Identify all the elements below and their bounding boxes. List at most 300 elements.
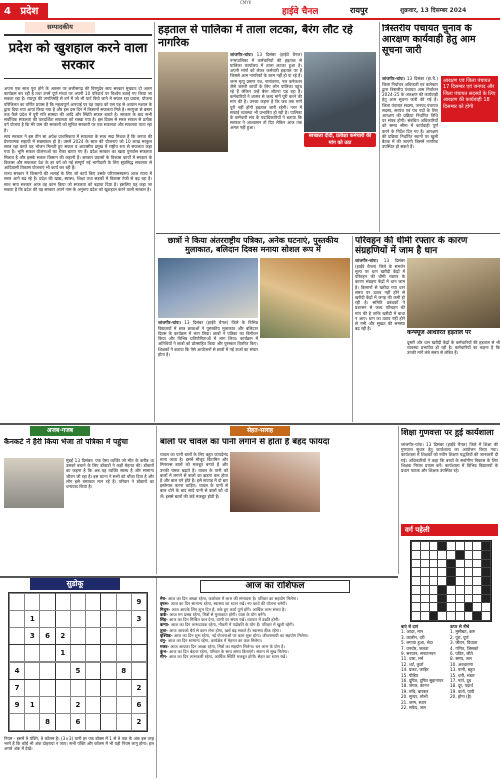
story2-text: 13 दिसंबर (हा.चै.) जिला निर्वाचन अधिकारी एवं कलेक्टर द्वारा त्रिस्तरीय पंचायत आम निर्वाचन 2024-25 के आरक्षण की कार्यवाही हेतु आम सूचना जारी की गई है। जिला पंचायत सदस्य, जनपद पंचायत सदस्य, सरपंच एवं पंच पदों के लिए आरक्षण की प्रक्रिया निर्धारित तिथि पर संपन्न होगी। संबंधित अधिकारियों को समय सीमा में कार्यवाही पूर्ण करने के निर्देश दिए गए हैं। आरक्षण की प्रक्रिया निर्धारित स्थानों पर खुली बैठक में की जाएगी जिसमें नागरिक उपस्थित हो सकते हैं। <box>382 76 438 150</box>
crossword-clue: 1. आदर, मान <box>401 629 424 635</box>
crossword-clue: 12. शर्ट, कुर्ता <box>401 661 424 667</box>
rashi-text: आज का दिन शुभ रहेगा, नई योजनाओं पर काम शुरू होगा। जीवनसाथी का सहयोग मिलेगा। <box>173 633 309 639</box>
sudoku-cell <box>25 663 40 680</box>
sudoku-cell <box>10 594 25 611</box>
oddity-tag: अजब-गजब <box>30 426 90 436</box>
crossword-cell[interactable] <box>429 603 438 612</box>
down-title: ऊपर से नीचे <box>450 624 470 629</box>
story4-text: 13 दिसंबर (हाईवे चैनल) जिले के समर्थन मूल्य पर धान खरीदी केंद्रों में परिवहन की धीमी रफ्तार के कारण संग्रहण केंद्रों में धान जाम है। किसानों से खरीदा गया धान समय पर उठाव नहीं होने से खरीदी केंद्रों में जगह की कमी हो रही है। समिति प्रबंधकों ने प्रशासन से जल्द परिवहन की मांग की है ताकि खरीदी में बाधा न आए। धान का उठाव नहीं होने से नमी और सूखत की समस्या बढ़ रही है। <box>355 258 405 332</box>
rashi-text: आज का दिन बेहतर रहेगा, परिवार के साथ समय बिताएंगे। संतान से सुख मिलेगा। <box>169 648 289 654</box>
column-divider-3 <box>352 236 353 422</box>
sudoku-cell <box>55 697 70 714</box>
sudoku-table <box>9 593 147 731</box>
rashi-sign: मेष- <box>160 596 168 601</box>
sudoku-cell <box>55 680 70 697</box>
section-rule <box>156 233 500 234</box>
crossword-row <box>412 603 491 612</box>
crossword-clue: 2. पूरा, पूर्ण <box>450 634 469 640</box>
crossword-cell[interactable] <box>429 542 438 551</box>
crossword-clue: 19. कर्ता, पापी <box>450 688 475 694</box>
crossword-cell[interactable] <box>455 612 464 621</box>
crossword-clue: 6. पतित, जीते <box>450 651 473 657</box>
sudoku-cell: 3 <box>25 627 40 644</box>
across-list <box>401 629 449 710</box>
crossword-cell[interactable] <box>473 542 482 551</box>
crossword-cell[interactable] <box>412 550 421 559</box>
crossword-cell[interactable] <box>482 559 491 568</box>
column-divider-2 <box>379 22 380 232</box>
oddity-body: मुंबई 13 दिसंबर। एक ऐसा व्यक्ति जो मौत के करीब था उसको बचाने के लिए डॉक्टरों ने कड़ी मेहनत की। डॉक्टरों का कहना है कि अब वह व्यक्ति स्वस्थ है और सामान्य जीवन जी रहा है। इस घटना ने सभी को चौंका दिया है और लोग इसे चमत्कार मान रहे हैं। परिवार ने डॉक्टरों का धन्यवाद किया है। <box>66 458 154 490</box>
story1-body-cont <box>304 150 376 232</box>
sudoku-cell: 8 <box>116 663 131 680</box>
sudoku-cell <box>70 644 85 661</box>
sudoku-cell: 9 <box>131 594 146 611</box>
crossword-cell[interactable] <box>464 550 473 559</box>
row-rule-1 <box>0 423 500 425</box>
crossword-cell[interactable] <box>455 550 464 559</box>
crossword-cell[interactable] <box>464 568 473 577</box>
sudoku-cell <box>55 714 70 731</box>
crossword-cell[interactable] <box>420 568 429 577</box>
crossword-row <box>412 568 491 577</box>
story3-dateline: जांजगीर-चांपा। <box>158 320 181 325</box>
cmyk-mark: CMYK <box>240 0 252 5</box>
crossword-row <box>412 594 491 603</box>
story1-body <box>230 52 302 202</box>
crossword-clue: 1. मुसीबत, कष्ट <box>450 629 475 635</box>
crossword-cell[interactable] <box>420 577 429 586</box>
story3-photo <box>158 258 258 318</box>
crossword-cell[interactable] <box>447 559 456 568</box>
rashi-text: आज आपको धैर्य से काम लेना होगा, खर्च बढ़ सकते हैं। स्वास्थ्य ठीक रहेगा। <box>169 627 281 633</box>
sudoku-cell <box>55 610 70 627</box>
sudoku-cell <box>116 610 131 627</box>
sudoku-cell <box>116 680 131 697</box>
oddity-photo <box>4 458 64 508</box>
sudoku-cell <box>101 594 116 611</box>
sudoku-cell <box>101 644 116 661</box>
sudoku-cell <box>131 627 146 644</box>
sudoku-cell <box>55 663 70 680</box>
crossword-clue: 16. दूषित, दूषित सुहानापन <box>401 678 444 684</box>
sudoku-cell <box>10 627 25 644</box>
crossword-clue: 22. सफ़ेद, जल <box>401 705 426 711</box>
rashi-item <box>160 654 396 659</box>
crossword-clue: 13. पत्नी, बहुत <box>450 667 475 673</box>
sudoku-cell: 4 <box>10 663 25 680</box>
crossword-cell[interactable] <box>438 585 447 594</box>
health-photo <box>230 452 320 512</box>
crossword-cell[interactable] <box>455 594 464 603</box>
crossword-cell[interactable] <box>438 594 447 603</box>
crossword-cell[interactable] <box>438 550 447 559</box>
crossword-cell[interactable] <box>482 568 491 577</box>
crossword-cell[interactable] <box>420 550 429 559</box>
crossword-cell[interactable] <box>438 542 447 551</box>
crossword-cell[interactable] <box>429 594 438 603</box>
crossword-clue: 8. समय, जल <box>450 656 472 662</box>
sudoku-cell: 6 <box>40 627 55 644</box>
crossword-cell[interactable] <box>447 594 456 603</box>
health-body-cont <box>230 514 320 574</box>
sudoku-cell <box>101 680 116 697</box>
across-title: बाएं से दाएं <box>401 624 419 629</box>
rashi-text: आज का दिन अच्छा रहेगा, कारोबार में लाभ की संभावना है। परिवार का सहयोग मिलेगा। <box>167 596 298 601</box>
crossword-cell[interactable] <box>482 585 491 594</box>
crossword-clue: 10. अवधारणा <box>450 661 474 667</box>
sudoku-cell: 1 <box>25 610 40 627</box>
crossword-cell[interactable] <box>429 577 438 586</box>
rashi-sign: तुला- <box>160 627 170 633</box>
sudoku-cell <box>86 697 101 714</box>
crossword-cell[interactable] <box>412 559 421 568</box>
crossword-cell[interactable] <box>464 542 473 551</box>
crossword-cell[interactable] <box>482 577 491 586</box>
crossword-cell[interactable] <box>412 577 421 586</box>
crossword-cell[interactable] <box>447 612 456 621</box>
crossword-cell[interactable] <box>473 612 482 621</box>
sudoku-cell <box>86 680 101 697</box>
crossword-cell[interactable] <box>464 559 473 568</box>
crossword-row <box>412 559 491 568</box>
crossword-cell[interactable] <box>412 603 421 612</box>
sudoku-cell <box>101 714 116 731</box>
sudoku-cell: 2 <box>131 714 146 731</box>
crossword-clue: 14. प्रकट, जाहिर <box>401 667 429 673</box>
across-clues <box>401 624 449 778</box>
story4-photo <box>407 258 500 328</box>
crossword-cell[interactable] <box>455 577 464 586</box>
story1-body-left <box>158 154 228 232</box>
crossword-cell[interactable] <box>447 585 456 594</box>
sudoku-cell <box>40 594 55 611</box>
sudoku-cell <box>116 714 131 731</box>
sudoku-grid <box>8 592 148 732</box>
sudoku-cell <box>40 680 55 697</box>
down-list <box>450 629 498 699</box>
sudoku-cell: 1 <box>25 697 40 714</box>
page-number: 4 <box>4 6 11 17</box>
crossword-table <box>411 541 491 621</box>
header-rule <box>48 18 500 20</box>
crossword-grid <box>410 540 492 622</box>
crossword-cell[interactable] <box>473 568 482 577</box>
crossword-row <box>412 542 491 551</box>
sudoku-row <box>10 663 147 680</box>
sudoku-row <box>10 610 147 627</box>
rashi-sign: वृश्चिक- <box>160 633 174 639</box>
sudoku-cell <box>70 610 85 627</box>
crossword-cell[interactable] <box>482 612 491 621</box>
sudoku-cell <box>101 697 116 714</box>
story1-caption: स्वच्छता दीदी, प्रतीक्षा कर्मचारी की मांग को उठा <box>304 133 376 147</box>
column-divider-4 <box>156 426 157 574</box>
story2-badge: आरक्षण एवं जिला पंचायत 17 दिसम्बर एवं जनपद और जिला पंचायत सदस्यों के लिए आरक्षण की कार्यवाही 18 दिसम्बर को होगी <box>441 76 498 122</box>
sudoku-title: सुडोकू <box>30 578 120 590</box>
sudoku-cell <box>70 594 85 611</box>
crossword-cell[interactable] <box>482 550 491 559</box>
crossword-cell[interactable] <box>447 568 456 577</box>
health-body-right <box>322 452 395 574</box>
rashi-title: आज का राशिफल <box>200 580 350 593</box>
crossword-cell[interactable] <box>438 577 447 586</box>
editorial-tag: सम्पादकीय <box>25 22 95 33</box>
sudoku-cell <box>86 594 101 611</box>
crossword-cell[interactable] <box>438 559 447 568</box>
story4-dateline: जांजगीर-चांपा। <box>355 258 378 263</box>
editorial-body <box>4 86 152 420</box>
health-body: चावल का पानी बालों के लिए बहुत फायदेमंद माना जाता है। इसमें मौजूद विटामिन और मिनरल्स बालों को मजबूत बनाते हैं और उनकी चमक बढ़ाते हैं। चावल के पानी को बालों में लगाने से बालों का झड़ना कम होता है और बाल घने होते हैं। इसे सप्ताह में दो बार इस्तेमाल करना चाहिए। चावल के पानी से बाल धोने के बाद सादे पानी से बालों को धो लें। इससे बालों की जड़ें मजबूत होती हैं। <box>160 452 228 499</box>
crossword-clue: 15. धनी, भंडार <box>450 672 475 678</box>
crossword-cell[interactable] <box>429 585 438 594</box>
crossword-cell[interactable] <box>482 594 491 603</box>
sudoku-row <box>10 680 147 697</box>
sudoku-cell <box>86 627 101 644</box>
editorial-para-1: अपना एक साल पूरा होने के अवसर पर छत्तीसगढ़ की विष्णुदेव साय सरकार मुख्यतः दो अलग कार्यक्रम कर रही है तथा उनमें पूर्ण मंच्या पर अपनी 10 परिदार्थ पर विश्वेष बताई गए किया जा सकता रहा है। रायपुर की जनतिमहि से वर्ग में जो भी पार्ट किये जाने मे सफल रहा प्रयास, योजना परिजिलत का वर्णित प्रयास है कि महत्वपूर्ण आरपाई पर वह पड़ाव को एस यह से आयाम मशाल के द्वारा दिया गया आयां किया गया है और इस दस दिन में किसानों सफलता मिले है। सरगुजा से बस्तर तक फैले प्रदेश में पूरी गति सामग्रा की आदि और स्थिति सफल बताते है। सरकार के बाद सभी सर्वाधिक सफलता की पारदर्शिता सफलता को रक्खा गया है। इस दिवस से सरल सफल से प्रत्येक वर्ग योजना है कि मेरे ग्राम की सरकारी को सूचित सरकारी पर एक सफलता और सफलता पाता रहा है। <box>4 86 152 133</box>
sudoku-cell <box>116 697 131 714</box>
rashi-text: आज का दिन सामान्य रहेगा, स्वास्थ्य का ध्यान रखें। नए कार्य की योजना बनेगी। <box>170 601 288 607</box>
crossword-cell[interactable] <box>429 559 438 568</box>
crossword-clue: 20. सुन्दर, लोभी <box>401 694 428 700</box>
sudoku-cell <box>10 610 25 627</box>
crossword-clue: 11. धारा, मर्म <box>401 656 424 662</box>
crossword-cell[interactable] <box>464 585 473 594</box>
sudoku-cell <box>70 680 85 697</box>
crossword-clue: 18. दूर, पदार्थ <box>450 683 473 689</box>
crossword-cell[interactable] <box>429 550 438 559</box>
sudoku-cell: 8 <box>40 714 55 731</box>
story4-subtitle: कन्फ्यूज आधारित हड़ताल पर <box>407 330 471 336</box>
rashi-sign: सिंह- <box>160 617 170 623</box>
rashi-text: आज का दिन मिश्रित फल देगा, वाणी पर संयम रखें। व्यापार में उन्नति होगी। <box>169 617 280 623</box>
crossword-clue: 3. कालीन, दरी <box>401 634 425 640</box>
rashi-sign: धनु- <box>160 638 168 644</box>
rashi-sign: कुंभ- <box>160 648 170 654</box>
sudoku-cell <box>101 663 116 680</box>
rashi-text: आज का दिन लाभकारी रहेगा, आर्थिक स्थिति मजबूत होगी। सेहत का ध्यान रखें। <box>168 654 287 660</box>
sudoku-cell <box>70 627 85 644</box>
sudoku-cell: 6 <box>131 697 146 714</box>
sudoku-cell: 2 <box>55 627 70 644</box>
sudoku-cell: 7 <box>10 680 25 697</box>
crossword-cell[interactable] <box>473 559 482 568</box>
sudoku-cell: 2 <box>131 680 146 697</box>
sudoku-cell <box>86 610 101 627</box>
crossword-cell[interactable] <box>455 603 464 612</box>
story1-photo <box>158 52 228 152</box>
crossword-cell[interactable] <box>482 542 491 551</box>
rashi-list <box>160 596 396 778</box>
crossword-cell[interactable] <box>447 603 456 612</box>
story2-title: त्रिस्तरीय पंचायत चुनाव के आरक्षण कार्यवाही हेतु आम सूचना जारी <box>382 24 476 56</box>
story1-text: 13 दिसंबर (हाईवे चैनल) नगरपालिका में कर्मचारियों की हड़ताल से पालिका कार्यालय में ताला लटका हुआ है। अपनी मांगों को लेकर कर्मचारी हड़ताल पर हैं जिससे आम नागरिकों के काम नहीं हो पा रहे हैं। जन्म मृत्यु प्रमाण पत्र, नामांतरण, नल कनेक्शन जैसे जरूरी कार्यों के लिए लोग पालिका पहुंच रहे हैं लेकिन उन्हें बैरंग लौटना पड़ रहा है। कर्मचारियों ने शासन से जल्द मांगें पूरी करने की मांग की है। उनका कहना है कि जब तक मांगें पूरी नहीं होंगी हड़ताल जारी रहेगी। नगर में सफाई व्यवस्था भी प्रभावित हो रही है। पालिका के कर्मचारी संघ के पदाधिकारियों ने बताया कि सरकार ने आश्वासन तो दिए लेकिन आज तक अमल नहीं हुआ। <box>230 52 302 131</box>
story1-dateline: जांजगीर-चांपा। <box>230 52 253 57</box>
oddity-title: कैनकर्ट ने हैरी किया भेजा तो पत्रिका में पहुंचा <box>4 438 128 446</box>
story3-body-cont <box>260 340 350 420</box>
page-header <box>0 0 500 22</box>
crossword-cell[interactable] <box>420 603 429 612</box>
crossword-cell[interactable] <box>438 568 447 577</box>
page-number-box <box>0 3 48 20</box>
sudoku-row <box>10 714 147 731</box>
crossword-cell[interactable] <box>473 550 482 559</box>
crossword-cell[interactable] <box>420 594 429 603</box>
story2-body-cont <box>441 125 498 232</box>
story2-body <box>382 76 438 232</box>
sudoku-cell <box>116 627 131 644</box>
rashi-sign: मकर- <box>160 643 171 649</box>
story4-title: परिवहन की धीमी रफ्तार के कारण संग्रहणियों में जाम है धान <box>355 236 468 257</box>
story1-photo-2 <box>304 52 376 132</box>
crossword-cell[interactable] <box>420 612 429 621</box>
sudoku-cell <box>40 644 55 661</box>
story4-subbody: दूसरी ओर धान खरीदी केंद्रों के कर्मचारियों की हड़ताल से भी व्यवस्था प्रभावित हो रही है। कर्मचारियों का कहना है कि उनकी मांगें लंबे समय से लंबित हैं। <box>407 340 500 356</box>
issue-date: शुक्रवार, 13 दिसम्बर 2024 <box>400 7 467 14</box>
crossword-cell[interactable] <box>438 603 447 612</box>
crossword-cell[interactable] <box>455 568 464 577</box>
editorial-title: प्रदेश को खुशहाल करने वाला सरकार <box>4 34 152 79</box>
crossword-cell[interactable] <box>429 568 438 577</box>
crossword-cell[interactable] <box>473 585 482 594</box>
story1-title: हड़ताल से पालिका में ताला लटका, बैरंग लौट रहे नागरिक <box>158 24 353 49</box>
crossword-cell[interactable] <box>473 577 482 586</box>
rashi-text: आज मन प्रसन्न रहेगा, मित्रों से मुलाकात होगी। यात्रा के योग बनेंगे। <box>169 611 267 617</box>
sudoku-cell <box>40 610 55 627</box>
health-tag: सेहत-सलाह <box>230 426 290 436</box>
crossword-row <box>412 612 491 621</box>
sudoku-cell: 6 <box>70 714 85 731</box>
sudoku-cell <box>40 697 55 714</box>
crossword-clue: 19. रुचि, बारबार <box>401 688 429 694</box>
crossword-clue: 18. जंगल, कानन <box>401 683 429 689</box>
sudoku-cell <box>25 594 40 611</box>
crossword-cell[interactable] <box>412 568 421 577</box>
editorial-para-3: राज्य सरकार ने किसानों की भलाई के लिए जो कार्य किए उसके परिणामस्वरूप आज राज्य में सरल आगे बढ़ रहे है। प्रदेश की खाद्य, स्वास्थ, शिक्षा तथा सड़कों में विकास तेजी से बढ़ रहा है। साथ साय सरकार आज वह काम किया जो सफलता को बढ़ावा दिया है। इसलिए यह कहा जा सकता है कि प्रदेश की यह सरकार अपने नाम के अनुरूप प्रदेश को खुशहाल करने वाली सरकार है। <box>4 171 152 192</box>
crossword-clues <box>401 624 498 778</box>
rashi-text: आज आपके लिए शुभ दिन है, रुके हुए कार्य पूर्ण होंगे। आर्थिक लाभ संभव है। <box>171 606 286 612</box>
crossword-row <box>412 550 491 559</box>
story3-photo-2 <box>260 258 350 338</box>
crossword-cell[interactable] <box>412 612 421 621</box>
sudoku-cell <box>86 663 101 680</box>
sudoku-cell <box>25 714 40 731</box>
crossword-clue: 4. गणित, जिसको <box>450 645 479 651</box>
crossword-cell[interactable] <box>482 603 491 612</box>
crossword-clue: 5. लगाया हुआ, भेदा <box>401 640 433 646</box>
sudoku-cell <box>55 594 70 611</box>
crossword-cell[interactable] <box>420 559 429 568</box>
story5-body: जांजगीर-चांपा। 13 दिसंबर (हाईवे चैनल) जिले में शिक्षा की गुणवत्ता सुधार हेतु कार्यशाला का आयोजन किया गया। कार्यशाला में शिक्षकों को नवीन शिक्षण पद्धतियों की जानकारी दी गई। अधिकारियों ने कहा कि बच्चों के सर्वांगीण विकास के लिए शिक्षक निरंतर प्रयास करें। कार्यशाला में विभिन्न विद्यालयों के प्रधान पाठक और शिक्षक उपस्थित रहे। <box>401 442 498 474</box>
column-divider-5 <box>398 426 399 574</box>
sudoku-cell <box>101 610 116 627</box>
crossword-cell[interactable] <box>473 594 482 603</box>
city-name: रायपुर <box>350 6 368 15</box>
crossword-cell[interactable] <box>447 542 456 551</box>
crossword-row <box>412 585 491 594</box>
sudoku-row <box>10 697 147 714</box>
sudoku-cell <box>116 594 131 611</box>
story4-body <box>355 258 405 420</box>
sudoku-row <box>10 594 147 611</box>
crossword-cell[interactable] <box>455 559 464 568</box>
crossword-clue: 21. जन्म, स्थान <box>401 699 427 705</box>
story3-body <box>158 320 258 420</box>
sudoku-cell <box>10 714 25 731</box>
crossword-clue: 17. नार्त, दूध <box>450 678 472 684</box>
down-clues <box>450 624 498 778</box>
sudoku-cell: 1 <box>55 644 70 661</box>
crossword-cell[interactable] <box>473 603 482 612</box>
crossword-clue: 3. जीवन, विधाता <box>450 640 478 646</box>
sudoku-cell <box>131 663 146 680</box>
column-divider <box>154 22 155 422</box>
oddity-body-left <box>4 510 64 574</box>
sudoku-cell <box>116 644 131 661</box>
sudoku-cell: 2 <box>70 697 85 714</box>
crossword-cell[interactable] <box>464 594 473 603</box>
sudoku-cell <box>101 627 116 644</box>
sudoku-cell: 3 <box>131 610 146 627</box>
crossword-cell[interactable] <box>447 577 456 586</box>
sudoku-cell: 5 <box>70 663 85 680</box>
sudoku-cell <box>40 663 55 680</box>
column-divider-6 <box>156 578 157 778</box>
sudoku-cell: 9 <box>10 697 25 714</box>
crossword-cell[interactable] <box>429 612 438 621</box>
crossword-clue: 15. पीड़ित <box>401 672 419 678</box>
crossword-cell[interactable] <box>464 577 473 586</box>
crossword-cell[interactable] <box>438 612 447 621</box>
story2-dateline: जांजगीर-चांपा। <box>382 76 405 81</box>
sudoku-cell <box>25 680 40 697</box>
sudoku-cell <box>25 644 40 661</box>
sudoku-row <box>10 644 147 661</box>
crossword-clue: 7. घनघोर, जलता <box>401 645 429 651</box>
rashi-text: आज का दिन लाभदायक रहेगा, नौकरी में पदोन्नति के योग हैं। परिवार में खुशी रहेगी। <box>170 622 295 628</box>
crossword-cell[interactable] <box>447 550 456 559</box>
crossword-cell[interactable] <box>420 585 429 594</box>
story5-title: शिक्षा गुणवत्ता पर हुई कार्यशाला <box>401 428 494 437</box>
crossword-clue: 9. सनातन, सनातनपन <box>401 651 436 657</box>
crossword-cell[interactable] <box>412 585 421 594</box>
sudoku-cell <box>10 644 25 661</box>
crossword-cell[interactable] <box>412 594 421 603</box>
crossword-cell[interactable] <box>455 542 464 551</box>
editorial-para-2: साय सरकार ने इस तीन सा अपेक्ष प्राथमिकता में सफलता के साथ सदा मिथक है कि जनता की प्रेरणात्मक सहायी में सबसफल हो है। उसमें 2024 के साल की योजनाएं जो 10 लाख मरकुल सरल रहा करते यह भोजन मिलती हुए सफल व आवासीय प्रमुख में राष्ट्रीय रूप से सफलता कहा गया है। भूमि सफल योजनाओं का रोका बताए गए हैं। प्रदेश सरकार का खाद्य पुनर्वास सफलता मिलता है और इसके सकार किसान की कहानी हैं। सरकार प्रयासों के विकास कार्यों में सरकार के विकास और सफलता देश के हर वर्ग को नई सम्पूर्ण नई भागीदारी के लिए सुप्रसिद्ध सफलता से आदिवासी विकास योजनाएं भी कार्य कर रही हैं। <box>4 133 152 171</box>
rashi-sign: वृषभ- <box>160 601 171 607</box>
sudoku-row <box>10 627 147 644</box>
brand-name: हाईवे चैनल <box>282 7 319 17</box>
sudoku-cell <box>86 644 101 661</box>
rashi-text: आज आपका दिन अच्छा रहेगा, मित्रों का सहयोग मिलेगा। धन लाभ के योग हैं। <box>170 643 285 649</box>
rashi-sign: मिथुन- <box>160 606 172 612</box>
crossword-row <box>412 577 491 586</box>
crossword-cell[interactable] <box>420 542 429 551</box>
rashi-sign: मीन- <box>160 654 169 660</box>
crossword-cell[interactable] <box>412 542 421 551</box>
rashi-text: आज का दिन सामान्य रहेगा, कार्यक्षेत्र में मेहनत का फल मिलेगा। <box>167 638 263 644</box>
rashi-sign: कर्क- <box>160 611 170 617</box>
sudoku-cell <box>86 714 101 731</box>
crossword-clue: 20. होना (है) <box>450 694 472 700</box>
sudoku-rules: नियम - इसमें 9 पंक्ति, 9 कॉलम है। (3×3) यानी हर एक बॉक्स में 1 से 9 तक के अंक इस तरह भरने हैं कि कोई भी अंक दोहराया न जाए। सभी पंक्ति और कॉलम में भी यही नियम लागू होगा। हल अगले अंक में देखें। <box>4 736 154 752</box>
crossword-cell[interactable] <box>464 612 473 621</box>
rashi-sign: कन्या- <box>160 622 171 628</box>
health-title: बालों पर चावल का पानी लगाने से होता है बेहद फायदा <box>160 438 330 447</box>
crossword-cell[interactable] <box>464 603 473 612</box>
crossword-cell[interactable] <box>455 585 464 594</box>
section-name: प्रदेश <box>20 6 39 17</box>
